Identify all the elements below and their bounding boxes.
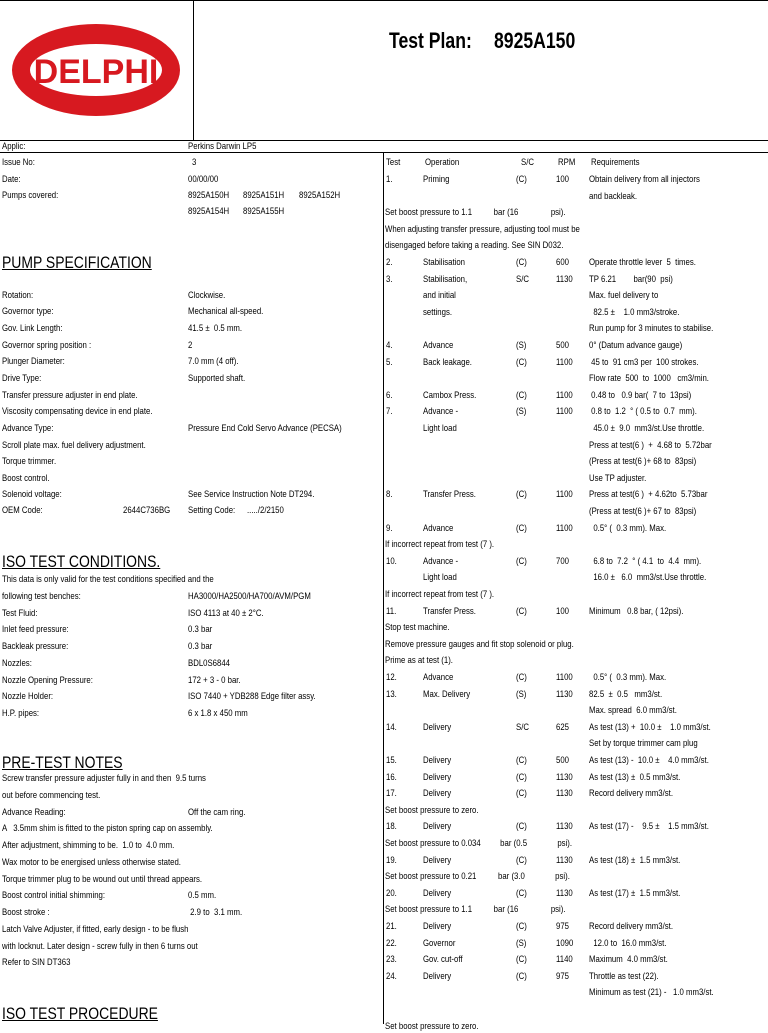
date-label: Date: xyxy=(2,174,21,185)
pre-test-value: Off the cam ring. xyxy=(188,806,246,818)
test-number: 9. xyxy=(386,522,393,534)
test-rpm: 975 xyxy=(556,970,570,982)
pre-test-line: Refer to SIN DT363 xyxy=(2,957,71,969)
pre-test-value: 0.5 mm. xyxy=(188,890,217,902)
spec-label: Advance Type: xyxy=(2,423,54,434)
test-rpm: 625 xyxy=(556,721,570,733)
spec-value: 41.5 ± 0.5 mm. xyxy=(188,323,243,334)
test-requirement: (Press at test(6 )+ 68 to 83psi) xyxy=(589,456,697,468)
test-rpm: 1130 xyxy=(556,688,573,700)
test-rpm: 975 xyxy=(556,921,570,932)
test-rpm: 1100 xyxy=(556,389,573,401)
test-requirement: Press at test(6 ) + 4.62to 5.73bar xyxy=(589,489,708,501)
test-note: Set boost pressure to 1.1 bar (16 psi). xyxy=(385,904,566,916)
test-number: 24. xyxy=(386,970,397,982)
spec-label: Transfer pressure adjuster in end plate. xyxy=(2,390,138,401)
test-sc: (C) xyxy=(516,257,527,268)
test-number: 10. xyxy=(386,555,397,567)
test-rpm: 500 xyxy=(556,755,570,766)
test-sc: (C) xyxy=(516,389,527,401)
test-number: 8. xyxy=(386,489,393,501)
test-operation: Back leakage. xyxy=(423,356,472,368)
test-operation: Advance - xyxy=(423,406,459,418)
col-sc-header: S/C xyxy=(521,157,534,168)
svg-text:DELPHI: DELPHI xyxy=(33,53,159,91)
test-sc: (S) xyxy=(516,688,527,700)
iso-label: Backleak pressure: xyxy=(2,641,69,653)
test-requirement: As test (13) ± 0.5 mm3/st. xyxy=(589,771,681,783)
test-sc: (C) xyxy=(516,788,527,800)
test-requirement: 6.8 to 7.2 ° ( 4.1 to 4.4 mm). xyxy=(589,555,702,567)
test-number: 16. xyxy=(386,771,397,783)
test-operation: and initial xyxy=(423,290,456,302)
pumps-label: Pumps covered: xyxy=(2,190,59,201)
test-operation: Governor xyxy=(423,937,456,949)
test-sc: (C) xyxy=(516,771,527,783)
test-operation: Transfer Press. xyxy=(423,605,476,617)
test-operation: Advance xyxy=(423,672,454,683)
header-divider xyxy=(0,140,768,141)
col-rpm-header: RPM xyxy=(558,157,576,168)
test-number: 18. xyxy=(386,821,397,833)
test-requirement: As test (17) - 9.5 ± 1.5 mm3/st. xyxy=(589,821,709,833)
test-requirement: 0.5° ( 0.3 mm). Max. xyxy=(589,522,667,534)
test-requirement: Record delivery mm3/st. xyxy=(589,788,673,800)
iso-value: 0.3 bar xyxy=(188,624,213,636)
iso-label: H.P. pipes: xyxy=(2,707,40,719)
test-operation: Delivery xyxy=(423,771,452,783)
test-rpm: 1130 xyxy=(556,273,573,285)
test-operation: Light load xyxy=(423,423,457,434)
test-operation: Delivery xyxy=(423,887,452,899)
iso-label: Nozzle Holder: xyxy=(2,691,54,703)
test-sc: (C) xyxy=(516,854,527,866)
test-rpm: 1130 xyxy=(556,771,573,783)
test-number: 13. xyxy=(386,688,397,700)
test-requirement: Minimum as test (21) - 1.0 mm3/st. xyxy=(589,987,714,999)
test-operation: Priming xyxy=(423,174,450,185)
test-operation: Transfer Press. xyxy=(423,489,476,501)
top-border xyxy=(0,0,768,1)
test-number: 23. xyxy=(386,954,397,966)
test-operation: Cambox Press. xyxy=(423,389,477,401)
column-divider xyxy=(383,152,384,1024)
iso-label: following test benches: xyxy=(2,591,81,602)
test-sc: (C) xyxy=(516,755,527,766)
test-note: If incorrect repeat from test (7 ). xyxy=(385,539,495,551)
test-operation: Gov. cut-off xyxy=(423,954,463,966)
pre-test-heading: PRE-TEST NOTES xyxy=(2,753,123,772)
spec-value: 2 xyxy=(188,340,193,351)
oem-code: 2644C736BG xyxy=(123,505,171,516)
spec-label: Drive Type: xyxy=(2,373,42,384)
test-requirement: Operate throttle lever 5 times. xyxy=(589,257,696,268)
test-operation: Max. Delivery xyxy=(423,688,471,700)
pre-test-line: Advance Reading: xyxy=(2,806,66,818)
test-operation: Advance xyxy=(423,522,454,534)
test-sc: (C) xyxy=(516,887,527,899)
test-sc: (C) xyxy=(516,605,527,617)
spec-value: Pressure End Cold Servo Advance (PECSA) xyxy=(188,423,342,434)
test-plan-number: 8925A150 xyxy=(494,28,576,53)
test-rpm: 1140 xyxy=(556,954,573,966)
iso-value: 0.3 bar xyxy=(188,641,213,653)
test-note: Set boost pressure to zero. xyxy=(385,804,479,816)
pre-test-line: Boost stroke : xyxy=(2,907,50,918)
applic-label: Applic: xyxy=(2,141,26,152)
spec-label: Gov. Link Length: xyxy=(2,323,63,334)
pre-test-line: Wax motor to be energised unless otherwise stated. xyxy=(2,856,181,868)
pump-spec-heading: PUMP SPECIFICATION xyxy=(2,253,152,272)
test-rpm: 1100 xyxy=(556,356,573,368)
test-plan-title: Test Plan: xyxy=(389,28,472,53)
test-operation: Delivery xyxy=(423,821,452,833)
test-number: 20. xyxy=(386,887,397,899)
test-number: 14. xyxy=(386,721,397,733)
test-requirement: Throttle as test (22). xyxy=(589,970,659,982)
test-number: 17. xyxy=(386,788,397,800)
oem-label: OEM Code: xyxy=(2,505,43,516)
pre-test-line: Torque trimmer plug to be wound out until thread appears. xyxy=(2,873,203,885)
pump-code: 8925A155H xyxy=(243,206,285,217)
test-note: disengaged before taking a reading. See SIN D032. xyxy=(385,240,564,252)
test-operation: Delivery xyxy=(423,921,452,932)
test-requirement: 82.5 ± 0.5 mm3/st. xyxy=(589,688,663,700)
test-note: When adjusting transfer pressure, adjusting tool must be xyxy=(385,223,580,235)
test-sc: (C) xyxy=(516,672,527,683)
test-requirement: 12.0 to 16.0 mm3/st. xyxy=(589,937,667,949)
test-number: 15. xyxy=(386,755,397,766)
test-requirement: TP 6.21 bar(90 psi) xyxy=(589,273,673,285)
test-requirement: 45 to 91 cm3 per 100 strokes. xyxy=(589,356,699,368)
iso-value: 6 x 1.8 x 450 mm xyxy=(188,707,248,719)
test-sc: (C) xyxy=(516,821,527,833)
test-requirement: Max. fuel delivery to xyxy=(589,290,659,302)
test-requirement: As test (18) ± 1.5 mm3/st. xyxy=(589,854,681,866)
applic-rule xyxy=(0,152,768,153)
test-requirement: Obtain delivery from all injectors xyxy=(589,174,700,185)
test-rpm: 1130 xyxy=(556,887,573,899)
logo-divider xyxy=(193,0,194,140)
test-sc: (C) xyxy=(516,555,527,567)
test-number: 22. xyxy=(386,937,397,949)
test-rpm: 1090 xyxy=(556,937,574,949)
issue-value: 3 xyxy=(192,157,197,168)
test-requirement: and backleak. xyxy=(589,190,638,202)
test-note: Set boost pressure to 0.034 bar (0.5 psi). xyxy=(385,838,573,849)
test-number: 1. xyxy=(386,174,393,185)
test-requirement: (Press at test(6 )+ 67 to 83psi) xyxy=(589,506,697,517)
iso-value: 172 + 3 - 0 bar. xyxy=(188,674,241,686)
test-requirement: Press at test(6 ) + 4.68 to 5.72bar xyxy=(589,439,712,451)
spec-value: See Service Instruction Note DT294. xyxy=(188,489,315,500)
test-rpm: 1100 xyxy=(556,406,573,418)
iso-label: Nozzle Opening Pressure: xyxy=(2,674,93,686)
pre-test-line: After adjustment, shimming to be. 1.0 to 4.0 mm. xyxy=(2,840,175,851)
test-requirement: 0.48 to 0.9 bar( 7 to 13psi) xyxy=(589,389,692,401)
test-rpm: 500 xyxy=(556,340,570,351)
applic-value: Perkins Darwin LP5 xyxy=(188,141,257,152)
test-requirement: Max. spread 6.0 mm3/st. xyxy=(589,705,677,717)
test-operation: Delivery xyxy=(423,854,452,866)
test-rpm: 1130 xyxy=(556,854,573,866)
test-note: Set boost pressure to 1.1 bar (16 psi). xyxy=(385,207,566,219)
test-requirement: Use TP adjuster. xyxy=(589,472,647,484)
pre-test-line: with locknut. Later design - screw fully in then 6 turns out xyxy=(2,940,198,952)
col-requirements-header: Requirements xyxy=(591,157,640,168)
test-note: Prime as at test (1). xyxy=(385,655,453,667)
iso-intro: This data is only valid for the test conditions specified and the xyxy=(2,574,214,585)
spec-label: Viscosity compensating device in end plate. xyxy=(2,406,153,417)
test-requirement: Run pump for 3 minutes to stabilise. xyxy=(589,323,714,335)
setting-code-label: Setting Code: xyxy=(188,505,236,516)
test-number: 4. xyxy=(386,340,393,351)
test-note: Stop test machine. xyxy=(385,622,450,634)
spec-label: Boost control. xyxy=(2,473,50,484)
test-operation: Delivery xyxy=(423,788,452,800)
pre-test-line: Boost control initial shimming: xyxy=(2,890,106,902)
spec-label: Rotation: xyxy=(2,290,34,301)
test-rpm: 100 xyxy=(556,605,570,617)
col-operation-header: Operation xyxy=(425,157,460,168)
col-test-header: Test xyxy=(386,157,401,168)
test-sc: S/C xyxy=(516,721,529,733)
iso-value: ISO 7440 + YDB288 Edge filter assy. xyxy=(188,691,316,703)
test-rpm: 1130 xyxy=(556,821,573,833)
pre-test-line: A 3.5mm shim is fitted to the piston spring cap on assembly. xyxy=(2,823,213,835)
test-requirement: Maximum 4.0 mm3/st. xyxy=(589,954,668,966)
test-requirement: 0.8 to 1.2 ° ( 0.5 to 0.7 mm). xyxy=(589,406,697,418)
pre-test-line: Latch Valve Adjuster, if fitted, early design - to be flush xyxy=(2,923,189,935)
test-requirement: Minimum 0.8 bar, ( 12psi). xyxy=(589,605,684,617)
test-operation: Advance xyxy=(423,340,454,351)
spec-label: Governor spring position : xyxy=(2,340,92,351)
test-rpm: 1100 xyxy=(556,672,573,683)
test-sc: (C) xyxy=(516,489,527,501)
test-sc: (C) xyxy=(516,522,527,534)
test-rpm: 1130 xyxy=(556,788,573,800)
test-operation: Delivery xyxy=(423,755,452,766)
test-requirement: 16.0 ± 6.0 mm3/st.Use throttle. xyxy=(589,572,707,584)
test-number: 19. xyxy=(386,854,397,866)
test-requirement: As test (13) - 10.0 ± 4.0 mm3/st. xyxy=(589,755,709,766)
pump-code: 8925A150H xyxy=(188,190,230,201)
test-sc: (C) xyxy=(516,356,527,368)
test-sc: (C) xyxy=(516,970,527,982)
test-note: Set boost pressure to 0.21 bar (3.0 psi). xyxy=(385,871,570,883)
test-note: Set boost pressure to zero. xyxy=(385,1020,479,1032)
test-operation: Advance - xyxy=(423,555,459,567)
test-operation: Delivery xyxy=(423,721,452,733)
spec-label: Scroll plate max. fuel delivery adjustment. xyxy=(2,440,146,451)
iso-label: Nozzles: xyxy=(2,657,32,669)
test-rpm: 700 xyxy=(556,555,570,567)
test-note: If incorrect repeat from test (7 ). xyxy=(385,589,495,600)
pump-code: 8925A154H xyxy=(188,206,230,217)
test-number: 2. xyxy=(386,257,393,268)
test-sc: (S) xyxy=(516,937,527,949)
iso-label: Test Fluid: xyxy=(2,607,38,619)
pre-test-line: out before commencing test. xyxy=(2,789,101,801)
test-rpm: 600 xyxy=(556,257,570,268)
test-number: 12. xyxy=(386,672,397,683)
test-sc: (C) xyxy=(516,921,527,932)
test-sc: (C) xyxy=(516,174,527,185)
test-operation: Stabilisation, xyxy=(423,273,468,285)
delphi-logo xyxy=(10,22,182,118)
iso-label: Inlet feed pressure: xyxy=(2,624,69,636)
test-number: 6. xyxy=(386,389,393,401)
test-number: 11. xyxy=(386,605,397,617)
test-operation: Light load xyxy=(423,572,457,584)
iso-procedure-heading: ISO TEST PROCEDURE xyxy=(2,1004,158,1023)
iso-value: ISO 4113 at 40 ± 2°C. xyxy=(188,607,264,619)
test-operation: settings. xyxy=(423,306,453,318)
test-note: Remove pressure gauges and fit stop solenoid or plug. xyxy=(385,638,574,650)
pump-code: 8925A151H xyxy=(243,190,285,201)
spec-label: Torque trimmer. xyxy=(2,456,57,467)
test-number: 7. xyxy=(386,406,393,418)
test-number: 5. xyxy=(386,356,393,368)
iso-value: HA3000/HA2500/HA700/AVM/PGM xyxy=(188,591,311,602)
setting-code-value: ...../2/2150 xyxy=(247,505,284,516)
test-number: 21. xyxy=(386,921,397,932)
pre-test-value: 2.9 to 3.1 mm. xyxy=(188,907,243,918)
test-sc: (C) xyxy=(516,954,527,966)
test-operation: Stabilisation xyxy=(423,257,466,268)
pump-code: 8925A152H xyxy=(299,190,341,201)
spec-value: Supported shaft. xyxy=(188,373,246,384)
test-sc: (S) xyxy=(516,406,527,418)
spec-label: Solenoid voltage: xyxy=(2,489,62,500)
test-sc: S/C xyxy=(516,273,529,285)
pre-test-line: Screw transfer pressure adjuster fully in and then 9.5 turns xyxy=(2,773,206,784)
iso-conditions-heading: ISO TEST CONDITIONS. xyxy=(2,552,161,571)
test-requirement: 0° (Datum advance gauge) xyxy=(589,340,683,351)
spec-value: 7.0 mm (4 off). xyxy=(188,356,239,367)
test-requirement: Flow rate 500 to 1000 cm3/min. xyxy=(589,373,709,385)
iso-value: BDL0S6844 xyxy=(188,657,231,669)
spec-label: Governor type: xyxy=(2,306,54,317)
spec-value: Mechanical all-speed. xyxy=(188,306,264,317)
test-rpm: 1100 xyxy=(556,489,573,501)
date-value: 00/00/00 xyxy=(188,174,219,185)
test-requirement: Set by torque trimmer cam plug xyxy=(589,738,698,750)
test-requirement: 82.5 ± 1.0 mm3/stroke. xyxy=(589,306,680,318)
test-requirement: 45.0 ± 9.0 mm3/st.Use throttle. xyxy=(589,423,705,434)
test-requirement: As test (17) ± 1.5 mm3/st. xyxy=(589,887,681,899)
test-number: 3. xyxy=(386,273,393,285)
issue-label: Issue No: xyxy=(2,157,35,168)
spec-label: Plunger Diameter: xyxy=(2,356,65,367)
test-requirement: Record delivery mm3/st. xyxy=(589,921,673,932)
test-operation: Delivery xyxy=(423,970,452,982)
test-requirement: As test (13) + 10.0 ± 1.0 mm3/st. xyxy=(589,721,711,733)
test-rpm: 100 xyxy=(556,174,570,185)
spec-value: Clockwise. xyxy=(188,290,226,301)
test-sc: (S) xyxy=(516,340,527,351)
test-rpm: 1100 xyxy=(556,522,573,534)
test-requirement: 0.5° ( 0.3 mm). Max. xyxy=(589,672,667,683)
